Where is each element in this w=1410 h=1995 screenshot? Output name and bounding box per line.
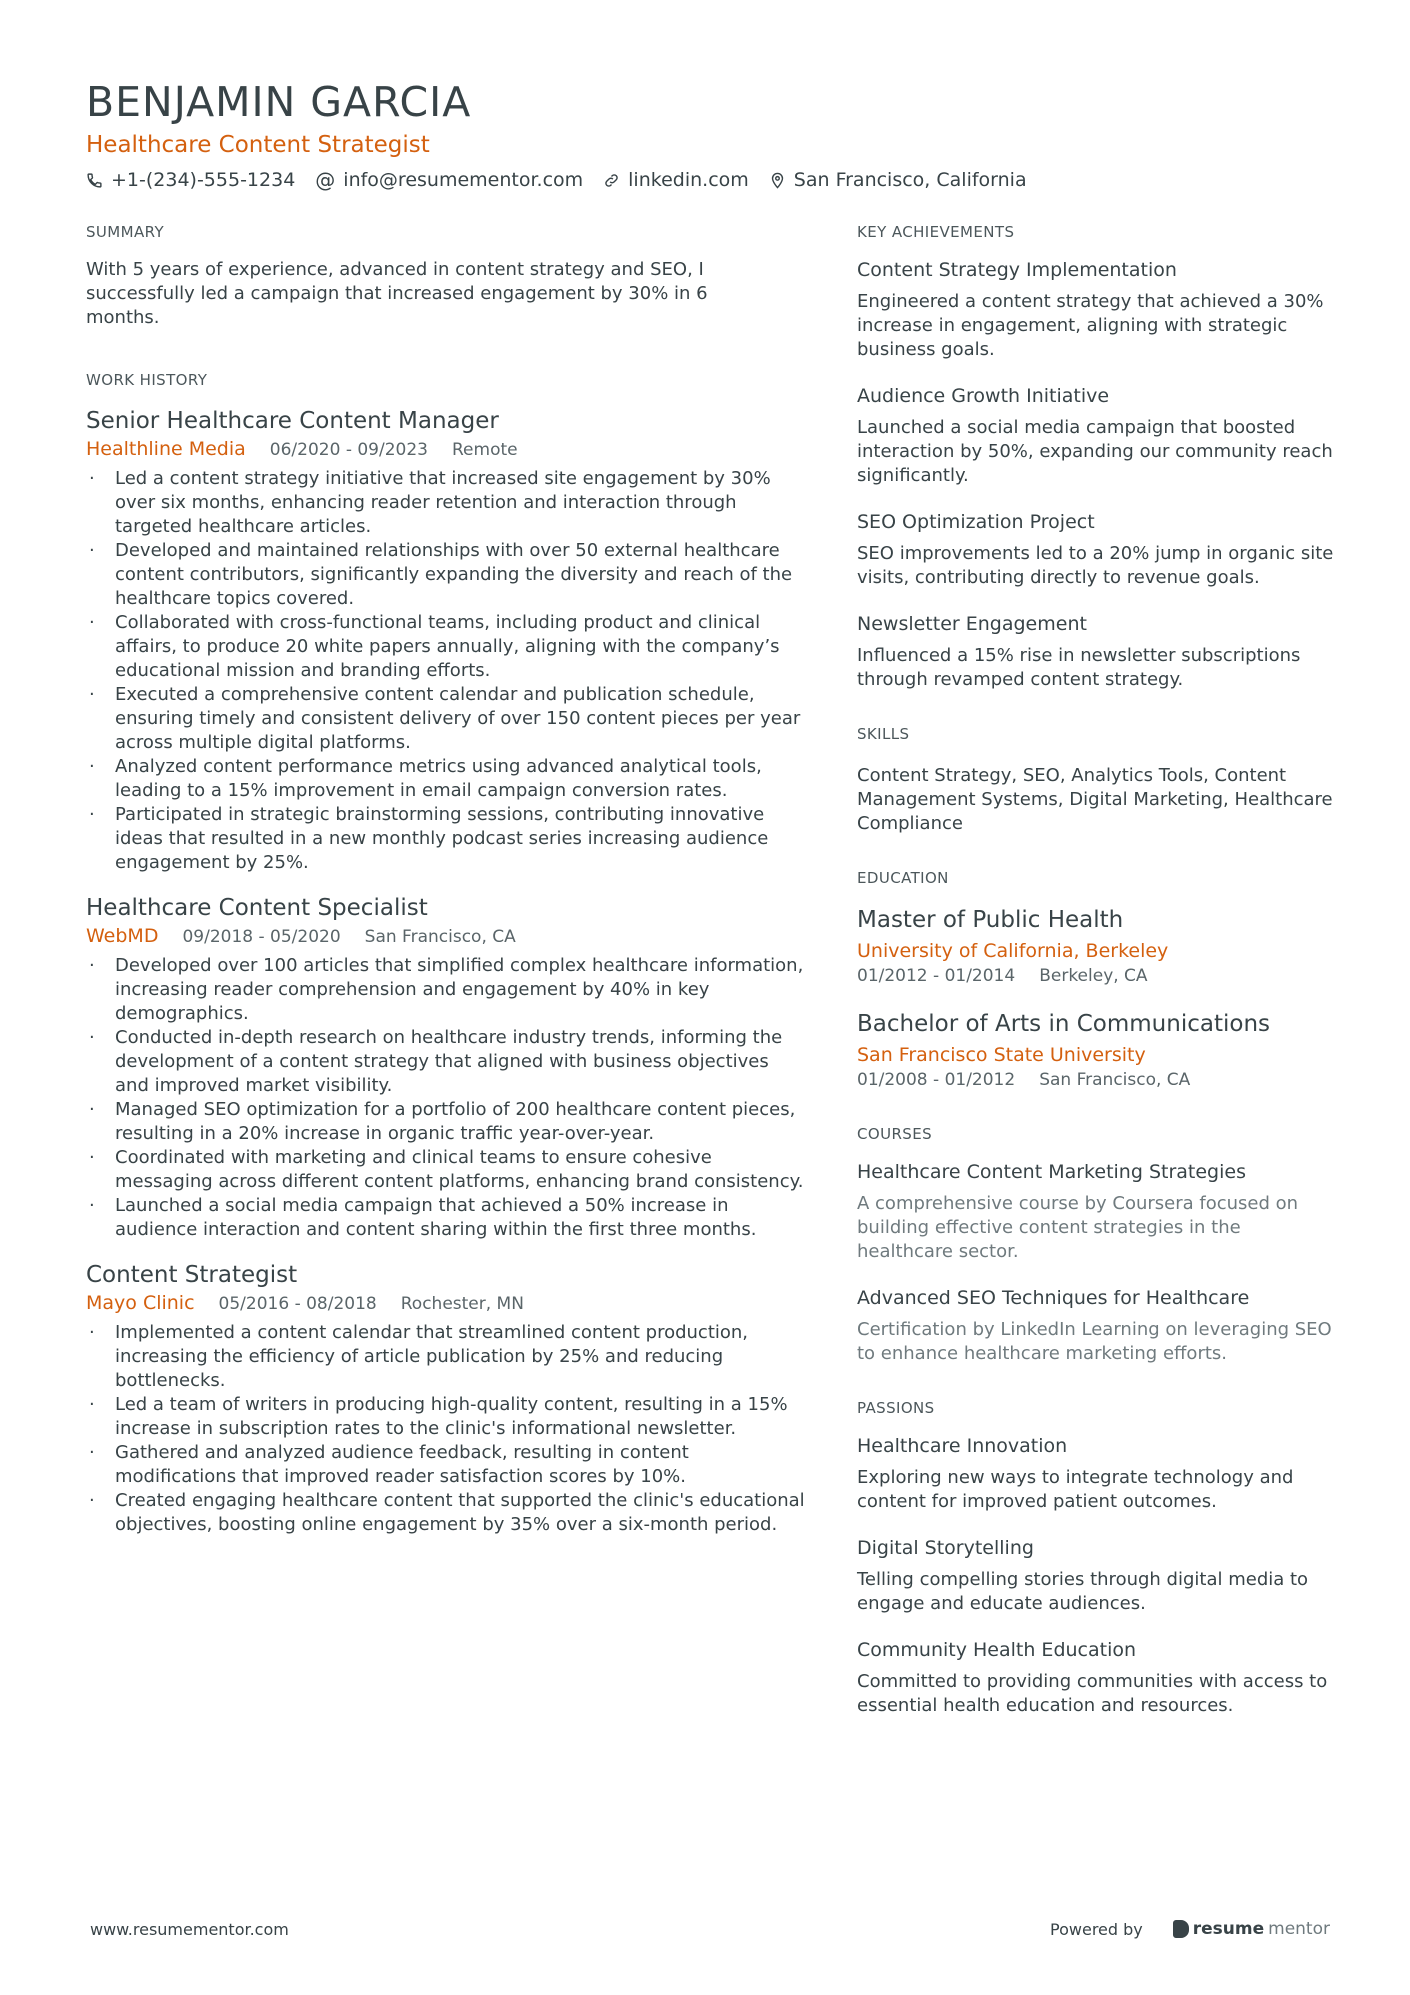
job-bullets bbox=[86, 954, 806, 1242]
location-pin-icon bbox=[769, 172, 786, 189]
passion-item bbox=[857, 1636, 1337, 1718]
achievement-title: Audience Growth Initiative bbox=[857, 385, 1110, 407]
job-company: WebMD bbox=[86, 925, 159, 947]
job-entry bbox=[86, 406, 806, 875]
education-meta bbox=[857, 964, 1337, 988]
candidate-name: BENJAMIN GARCIA bbox=[86, 78, 472, 126]
skills-heading: SKILLS bbox=[857, 725, 910, 743]
achievement-desc: SEO improvements led to a 20% jump in organic site visits, contributing directly to revenue goals. bbox=[857, 543, 1334, 588]
achievement-item bbox=[857, 256, 1337, 362]
resumementor-logo[interactable] bbox=[1173, 1919, 1330, 1939]
course-title: Healthcare Content Marketing Strategies bbox=[857, 1161, 1246, 1183]
passions-heading: PASSIONS bbox=[857, 1399, 935, 1417]
job-bullet: · Implemented a content calendar that streamlined content production, increasing the efficiency of article publication by 25% and reducing bottlenecks. bbox=[86, 1321, 806, 1393]
job-title: Content Strategist bbox=[86, 1262, 298, 1288]
job-entry bbox=[86, 893, 806, 1242]
left-column bbox=[86, 218, 806, 1537]
brand-name-light: mentor bbox=[1268, 1919, 1330, 1939]
email-icon: @ bbox=[315, 168, 336, 192]
education-item bbox=[857, 904, 1337, 988]
job-bullet: · Created engaging healthcare content that supported the clinic's educational objectives, boosting online engagement by 35% over a six-month period. bbox=[86, 1489, 806, 1537]
job-location: Remote bbox=[452, 440, 518, 460]
job-bullets bbox=[86, 1321, 806, 1537]
job-title: Healthcare Content Specialist bbox=[86, 895, 428, 921]
education-item bbox=[857, 1008, 1337, 1092]
candidate-title: Healthcare Content Strategist bbox=[86, 132, 430, 158]
courses-section bbox=[857, 1120, 1337, 1366]
education-dates: 01/2012 - 01/2014 bbox=[857, 966, 1016, 986]
job-bullet: · Executed a comprehensive content calendar and publication schedule, ensuring timely and consistent delivery of over 150 content pieces per year across multiple digital platforms. bbox=[86, 683, 806, 755]
course-item bbox=[857, 1158, 1337, 1264]
phone-text: +1-(234)-555-1234 bbox=[111, 169, 296, 191]
job-bullet: · Led a team of writers in producing high-quality content, resulting in a 15% increase in subscription rates to the clinic's informational newsletter. bbox=[86, 1393, 806, 1441]
contact-bar bbox=[86, 166, 1336, 194]
work-history-heading: WORK HISTORY bbox=[86, 371, 208, 389]
job-dates: 05/2016 - 08/2018 bbox=[218, 1294, 377, 1314]
linkedin-text: linkedin.com bbox=[628, 169, 749, 191]
education-location: Berkeley, CA bbox=[1039, 966, 1148, 986]
job-location: Rochester, MN bbox=[400, 1294, 524, 1314]
course-item bbox=[857, 1284, 1337, 1366]
job-entry bbox=[86, 1260, 806, 1537]
summary-heading: SUMMARY bbox=[86, 223, 165, 241]
job-dates: 06/2020 - 09/2023 bbox=[269, 440, 428, 460]
job-bullet: · Participated in strategic brainstorming sessions, contributing innovative ideas that resulted in a new monthly podcast series increasing audience engagement by 25%. bbox=[86, 803, 806, 875]
job-meta bbox=[86, 923, 806, 950]
course-desc: A comprehensive course by Coursera focused on building effective content strategies in the healthcare sector. bbox=[857, 1193, 1299, 1262]
achievements-heading: KEY ACHIEVEMENTS bbox=[857, 223, 1015, 241]
job-bullet: · Managed SEO optimization for a portfolio of 200 healthcare content pieces, resulting in a 20% increase in organic traffic year-over-year. bbox=[86, 1098, 806, 1146]
right-column bbox=[857, 218, 1337, 1746]
education-meta bbox=[857, 1068, 1337, 1092]
passion-desc: Telling compelling stories through digital media to engage and educate audiences. bbox=[857, 1569, 1309, 1614]
passion-item bbox=[857, 1534, 1337, 1616]
job-company: Mayo Clinic bbox=[86, 1292, 195, 1314]
job-bullet: · Coordinated with marketing and clinical teams to ensure cohesive messaging across different content platforms, enhancing brand consistency. bbox=[86, 1146, 806, 1194]
job-company: Healthline Media bbox=[86, 438, 246, 460]
passion-desc: Exploring new ways to integrate technology and content for improved patient outcomes. bbox=[857, 1467, 1294, 1512]
achievement-title: Content Strategy Implementation bbox=[857, 259, 1177, 281]
course-title: Advanced SEO Techniques for Healthcare bbox=[857, 1287, 1250, 1309]
school-name: San Francisco State University bbox=[857, 1044, 1146, 1066]
footer-website-link[interactable]: www.resumementor.com bbox=[90, 1919, 289, 1939]
contact-email[interactable] bbox=[315, 166, 583, 194]
achievement-desc: Influenced a 15% rise in newsletter subscriptions through revamped content strategy. bbox=[857, 645, 1301, 690]
achievement-item bbox=[857, 610, 1337, 692]
achievement-title: SEO Optimization Project bbox=[857, 511, 1095, 533]
contact-linkedin[interactable] bbox=[603, 166, 749, 194]
passion-title: Digital Storytelling bbox=[857, 1537, 1034, 1559]
passion-title: Community Health Education bbox=[857, 1639, 1137, 1661]
job-bullet: · Collaborated with cross-functional teams, including product and clinical affairs, to produce 20 white papers annually, aligning with the company’s educational mission and branding efforts. bbox=[86, 611, 806, 683]
job-bullet: · Developed over 100 articles that simplified complex healthcare information, increasing reader comprehension and engagement by 40% in key demographics. bbox=[86, 954, 806, 1026]
skills-section bbox=[857, 720, 1337, 836]
achievement-desc: Engineered a content strategy that achieved a 30% increase in engagement, aligning with strategic business goals. bbox=[857, 291, 1324, 360]
link-icon bbox=[603, 172, 620, 189]
passion-desc: Committed to providing communities with access to essential health education and resources. bbox=[857, 1671, 1328, 1716]
job-location: San Francisco, CA bbox=[364, 927, 516, 947]
contact-location bbox=[769, 166, 1027, 194]
job-bullet: · Conducted in-depth research on healthcare industry trends, informing the development of a content strategy that aligned with business objectives and improved market visibility. bbox=[86, 1026, 806, 1098]
education-heading: EDUCATION bbox=[857, 869, 949, 887]
job-bullet: · Gathered and analyzed audience feedback, resulting in content modifications that improved reader satisfaction scores by 10%. bbox=[86, 1441, 806, 1489]
email-text: info@resumementor.com bbox=[343, 169, 584, 191]
achievement-item bbox=[857, 382, 1337, 488]
job-dates: 09/2018 - 05/2020 bbox=[182, 927, 341, 947]
summary-text: With 5 years of experience, advanced in content strategy and SEO, I successfully led a campaign that increased engagement by 30% in 6 months. bbox=[86, 259, 708, 328]
degree-name: Bachelor of Arts in Communications bbox=[857, 1011, 1271, 1037]
achievements-section bbox=[857, 218, 1337, 692]
resume-header bbox=[86, 76, 1336, 194]
job-meta bbox=[86, 1290, 806, 1317]
contact-phone[interactable] bbox=[86, 166, 295, 194]
job-bullet: · Led a content strategy initiative that increased site engagement by 30% over six months, enhancing reader retention and interaction through targeted healthcare articles. bbox=[86, 467, 806, 539]
job-meta bbox=[86, 436, 806, 463]
school-name: University of California, Berkeley bbox=[857, 940, 1169, 962]
skills-text: Content Strategy, SEO, Analytics Tools, Content Management Systems, Digital Marketing, Healthcare Compliance bbox=[857, 765, 1333, 834]
job-bullet: · Analyzed content performance metrics using advanced analytical tools, leading to a 15% improvement in email campaign conversion rates. bbox=[86, 755, 806, 803]
page-footer bbox=[90, 1919, 1330, 1939]
passions-section bbox=[857, 1394, 1337, 1718]
achievement-item bbox=[857, 508, 1337, 590]
phone-icon bbox=[86, 172, 103, 189]
education-section bbox=[857, 864, 1337, 1092]
powered-by-label: Powered by bbox=[1050, 1919, 1143, 1939]
job-bullet: · Developed and maintained relationships with over 50 external healthcare content contributors, significantly expanding the diversity and reach of the healthcare topics covered. bbox=[86, 539, 806, 611]
courses-heading: COURSES bbox=[857, 1125, 933, 1143]
passion-item bbox=[857, 1432, 1337, 1514]
degree-name: Master of Public Health bbox=[857, 907, 1124, 933]
passion-title: Healthcare Innovation bbox=[857, 1435, 1068, 1457]
achievement-desc: Launched a social media campaign that boosted interaction by 50%, expanding our community reach significantly. bbox=[857, 417, 1333, 486]
achievement-title: Newsletter Engagement bbox=[857, 613, 1087, 635]
brand-name-bold: resume bbox=[1192, 1919, 1265, 1939]
powered-by bbox=[1050, 1919, 1330, 1939]
location-text: San Francisco, California bbox=[793, 169, 1027, 191]
job-title: Senior Healthcare Content Manager bbox=[86, 408, 499, 434]
job-bullets bbox=[86, 467, 806, 875]
resumementor-logo-icon bbox=[1173, 1920, 1189, 1938]
job-bullet: · Launched a social media campaign that achieved a 50% increase in audience interaction and content sharing within the first three months. bbox=[86, 1194, 806, 1242]
education-location: San Francisco, CA bbox=[1039, 1070, 1191, 1090]
course-desc: Certification by LinkedIn Learning on leveraging SEO to enhance healthcare marketing efforts. bbox=[857, 1319, 1332, 1364]
education-dates: 01/2008 - 01/2012 bbox=[857, 1070, 1016, 1090]
